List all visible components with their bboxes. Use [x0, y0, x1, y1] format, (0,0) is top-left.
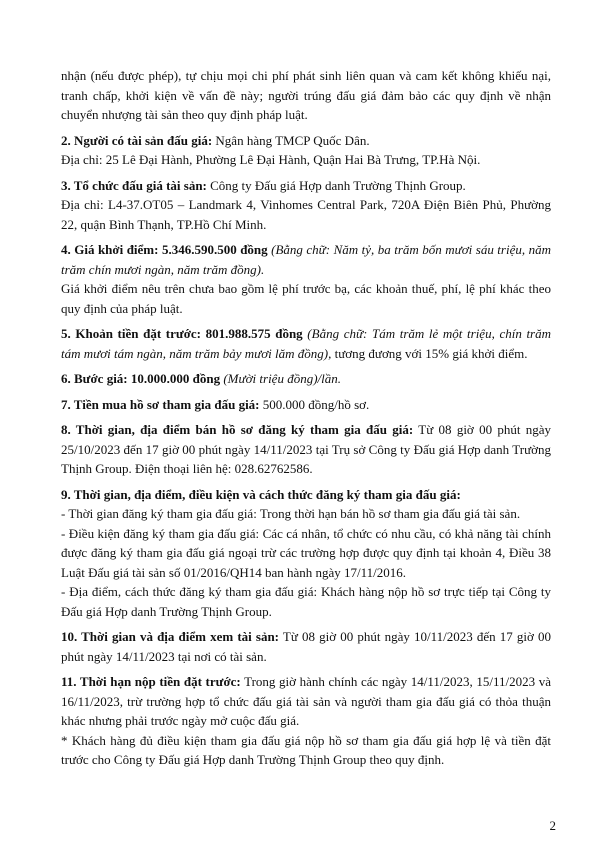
section-7 — [61, 395, 551, 415]
section-4-note: Giá khởi điểm nêu trên chưa bao gồm lệ phí trước bạ, các khoản thuế, phí, lệ phí khác theo quy định của pháp luật. — [61, 281, 551, 316]
section-3-address: Địa chỉ: L4-37.OT05 – Landmark 4, Vinhomes Central Park, 720A Điện Biên Phủ, Phường 22, quận Bình Thạnh, TP.Hồ Chí Minh. — [61, 197, 551, 232]
section-4-words: (Bằng chữ: Năm tỷ, ba trăm bốn mươi sáu triệu, năm trăm chín mươi ngàn, năm trăm đồng). — [61, 242, 551, 277]
section-9-heading: 9. Thời gian, địa điểm, điều kiện và cách thức đăng ký tham gia đấu giá: — [61, 486, 461, 502]
section-10-text: Từ 08 giờ 00 phút ngày 10/11/2023 đến 17 giờ 00 phút ngày 14/11/2023 tại nơi có tài sản. — [61, 629, 551, 664]
section-5-text: tương đương với 15% giá khởi điểm. — [331, 345, 528, 361]
section-10-title: 10. Thời gian và địa điểm xem tài sản: — [61, 629, 280, 644]
section-2-text: Ngân hàng TMCP Quốc Dân. — [212, 132, 370, 148]
section-11 — [61, 672, 551, 731]
section-2 — [61, 131, 551, 151]
section-3 — [61, 176, 551, 196]
section-5-words: (Bằng chữ: Tám trăm lẻ một triệu, chín trăm tám mươi tám ngàn, năm trăm bảy mươi lăm đồng), — [61, 326, 551, 361]
section-6-words: (Mười triệu đồng)/lần. — [220, 371, 341, 386]
section-11-text: Trong giờ hành chính các ngày 14/11/2023, 15/11/2023 và 16/11/2023, trừ trường hợp tổ chức đấu giá tài sản và người tham gia đấu giá có thỏa thuận khác nhưng phải trước ngày mở cuộc đấu giá. — [61, 674, 551, 728]
section-8 — [61, 420, 551, 479]
section-9-bullet-3: - Địa điểm, cách thức đăng ký tham gia đấu giá: Khách hàng nộp hồ sơ trực tiếp tại Công ty Đấu giá Hợp danh Trường Thịnh Group. — [61, 584, 551, 619]
section-9-bullet-1: - Thời gian đăng ký tham gia đấu giá: Trong thời hạn bán hồ sơ tham gia đấu giá tài sản. — [61, 506, 521, 521]
section-6 — [61, 369, 551, 389]
section-8-text: Từ 08 giờ 00 phút ngày 25/10/2023 đến 17 giờ 00 phút ngày 14/11/2023 tại Trụ sở Công ty Đấu giá Hợp danh Trường Thịnh Group. Điện thoại liên hệ: 028.62762586. — [61, 422, 552, 476]
section-5 — [61, 324, 551, 363]
section-2-address: Địa chỉ: 25 Lê Đại Hành, Phường Lê Đại Hành, Quận Hai Bà Trưng, TP.Hà Nội. — [61, 152, 481, 167]
section-11-note: * Khách hàng đủ điều kiện tham gia đấu giá nộp hồ sơ tham gia đấu giá hợp lệ và tiền đặt trước cho Công ty Đấu giá Hợp danh Trường Thịnh Group theo quy định. — [61, 732, 551, 767]
section-3-text: Công ty Đấu giá Hợp danh Trường Thịnh Group. — [206, 177, 466, 193]
section-8-title: 8. Thời gian, địa điểm bán hồ sơ đăng ký tham gia đấu giá: — [61, 422, 414, 437]
section-2-title: 2. Người có tài sản đấu giá: — [61, 132, 213, 148]
section-9-title — [61, 485, 551, 505]
section-3-title: 3. Tổ chức đấu giá tài sản: — [61, 177, 207, 193]
section-11-title: 11. Thời hạn nộp tiền đặt trước: — [61, 674, 241, 689]
section-7-title: 7. Tiền mua hồ sơ tham gia đấu giá: — [61, 396, 260, 412]
section-9-bullet-2: - Điều kiện đăng ký tham gia đấu giá: Các cá nhân, tổ chức có nhu cầu, có khả năng tài chính được đăng ký tham gia đấu giá ngoại trừ các trường hợp được quy định tại khoản 4, Điều 38 Luật Đấu giá tài sản số 01/2016/QH14 ban hành ngày 17/11/2016. — [61, 525, 551, 580]
intro-paragraph: nhận (nếu được phép), tự chịu mọi chi phí phát sinh liên quan và cam kết không khiếu nại, tranh chấp, khởi kiện về vấn đề này; người trúng đấu giá đảm bảo các quy định về nhận chuyển nhượng tài sản theo quy định pháp luật. — [61, 68, 551, 122]
page-number: 2 — [549, 818, 556, 833]
section-10 — [61, 627, 551, 666]
section-4 — [61, 240, 551, 279]
section-5-title: 5. Khoản tiền đặt trước: 801.988.575 đồng — [61, 326, 303, 341]
document-body — [61, 66, 551, 776]
section-4-title: 4. Giá khởi điểm: 5.346.590.500 đồng — [61, 242, 268, 257]
section-7-text: 500.000 đồng/hồ sơ. — [259, 396, 370, 412]
section-6-title: 6. Bước giá: 10.000.000 đồng — [61, 371, 221, 386]
